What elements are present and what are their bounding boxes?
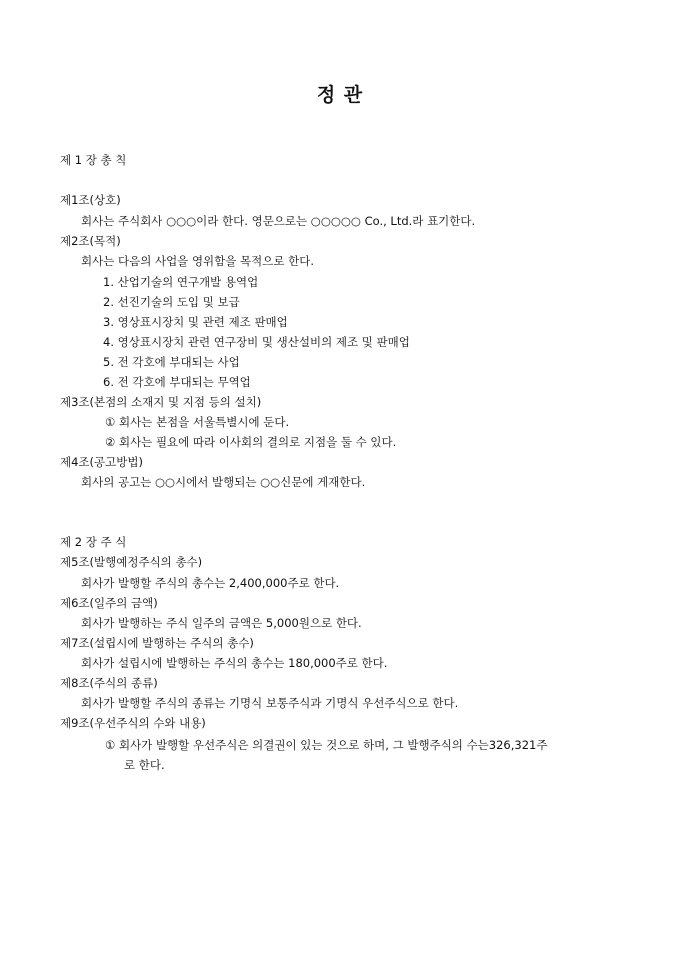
article-2-item-6: 6. 전 각호에 부대되는 무역업	[103, 375, 251, 389]
article-7-body: 회사가 설립시에 발행하는 주식의 총수는 180,000주로 한다.	[81, 656, 388, 670]
article-9-item-1: ① 회사가 발행할 우선주식은 의결권이 있는 것으로 하며, 그 발행주식의 수는326,321주	[105, 738, 548, 752]
article-2-item-1: 1. 산업기술의 연구개발 용역업	[103, 275, 259, 289]
article-1-body: 회사는 주식회사 ○○○이라 한다. 영문으로는 ○○○○○ Co., Ltd.라 표기한다.	[81, 214, 476, 228]
article-2-item-2: 2. 선진기술의 도입 및 보급	[103, 295, 240, 309]
article-5-body: 회사가 발행할 주식의 총수는 2,400,000주로 한다.	[81, 576, 340, 590]
document-title: 정 관	[316, 84, 364, 106]
chapter-1-heading: 제 1 장 총 칙	[60, 153, 127, 167]
chapter-2-heading: 제 2 장 주 식	[60, 535, 127, 549]
article-1-heading: 제1조(상호)	[60, 193, 121, 207]
article-2-item-3: 3. 영상표시장치 및 관련 제조 판매업	[103, 315, 288, 329]
article-6-body: 회사가 발행하는 주식 일주의 금액은 5,000원으로 한다.	[81, 616, 362, 630]
article-5-heading: 제5조(발행예정주식의 총수)	[60, 555, 203, 569]
article-9-heading: 제9조(우선주식의 수와 내용)	[60, 716, 206, 730]
article-3-item-2: ② 회사는 필요에 따라 이사회의 결의로 지점을 둘 수 있다.	[105, 435, 397, 449]
article-4-body: 회사의 공고는 ○○시에서 발행되는 ○○신문에 게재한다.	[81, 475, 366, 489]
article-4-heading: 제4조(공고방법)	[60, 455, 143, 469]
article-2-item-4: 4. 영상표시장치 관련 연구장비 및 생산설비의 제조 및 판매업	[103, 335, 410, 349]
article-8-body: 회사가 발행할 주식의 종류는 기명식 보통주식과 기명식 우선주식으로 한다.	[81, 696, 459, 710]
article-7-heading: 제7조(설립시에 발행하는 주식의 총수)	[60, 636, 254, 650]
article-3-item-1: ① 회사는 본점을 서울특별시에 둔다.	[105, 415, 290, 429]
article-6-heading: 제6조(일주의 금액)	[60, 596, 158, 610]
article-2-body: 회사는 다음의 사업을 영위함을 목적으로 한다.	[81, 254, 315, 268]
article-2-item-5: 5. 전 각호에 부대되는 사업	[103, 355, 240, 369]
article-8-heading: 제8조(주식의 종류)	[60, 676, 158, 690]
article-9-item-1-continuation: 로 한다.	[124, 758, 165, 772]
article-2-heading: 제2조(목적)	[60, 234, 121, 248]
article-3-heading: 제3조(본점의 소재지 및 지점 등의 설치)	[60, 395, 262, 409]
